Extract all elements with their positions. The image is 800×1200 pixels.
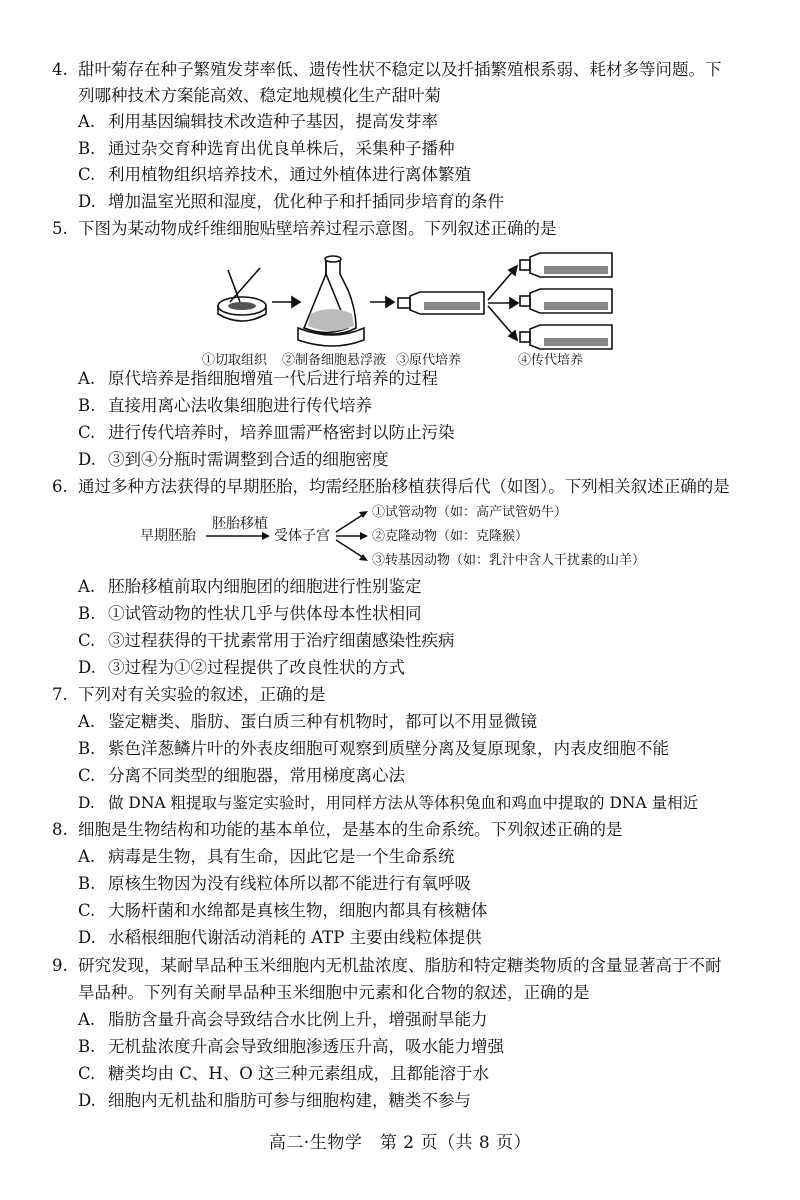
question-7-option-a: A. 鉴定糖类、脂肪、蛋白质三种有机物时，都可以不用显微镜 <box>78 712 537 731</box>
question-4-stem: 4. 甜叶菊存在种子繁殖发芽率低、遗传性状不稳定以及扦插繁殖根系弱、耗材多等问题。下 <box>52 60 722 79</box>
cell-culture-figure <box>200 240 620 370</box>
question-6-option-a: A. 胚胎移植前取内细胞团的细胞进行性别鉴定 <box>78 577 422 596</box>
embryo-transfer-diagram <box>140 500 680 572</box>
question-7-option-c: C. 分离不同类型的细胞器，常用梯度离心法 <box>78 766 405 785</box>
question-6-option-b: B. ①试管动物的性状几乎与供体母本性状相同 <box>78 604 422 623</box>
question-9-option-a: A. 脂肪含量升高会导致结合水比例上升，增强耐旱能力 <box>78 1010 488 1029</box>
diagram-target: 受体子宫 <box>274 528 330 544</box>
question-4-option-b: B. 通过杂交育种选育出优良单株后，采集种子播种 <box>78 139 455 158</box>
diagram-branch-3: ③转基因动物（如：乳汁中含人干扰素的山羊） <box>372 553 646 568</box>
question-8-stem: 8. 细胞是生物结构和功能的基本单位，是基本的生命系统。下列叙述正确的是 <box>52 820 623 839</box>
question-6-option-d: D. ③过程为①②过程提供了改良性状的方式 <box>78 658 405 677</box>
question-4-option-d: D. 增加温室光照和湿度，优化种子和扦插同步培育的条件 <box>78 192 504 211</box>
question-8-option-d: D. 水稻根细胞代谢活动消耗的 ATP 主要由线粒体提供 <box>78 928 482 947</box>
question-5-option-c: C. 进行传代培养时，培养皿需严格密封以防止污染 <box>78 423 455 442</box>
diagram-branch-2: ②克隆动物（如：克隆猴） <box>372 529 529 544</box>
question-9-option-d: D. 细胞内无机盐和脂肪可参与细胞构建，糖类不参与 <box>78 1091 471 1110</box>
figure-caption-2: ②制备细胞悬浮液 <box>282 353 387 368</box>
question-7-option-d: D. 做 DNA 粗提取与鉴定实验时，用同样方法从等体积兔血和鸡血中提取的 DNA 量相近 <box>78 794 699 812</box>
question-8-option-b: B. 原核生物因为没有线粒体所以都不能进行有氧呼吸 <box>78 874 471 893</box>
question-7-option-b: B. 紫色洋葱鳞片叶的外表皮细胞可观察到质壁分离及复原现象，内表皮细胞不能 <box>78 739 669 758</box>
question-5-option-b: B. 直接用离心法收集细胞进行传代培养 <box>78 396 372 415</box>
figure-caption-3: ③原代培养 <box>396 353 462 368</box>
question-9-stem-line2: 旱品种。下列有关耐旱品种玉米细胞中元素和化合物的叙述，正确的是 <box>78 983 590 1002</box>
diagram-branch-1: ①试管动物（如：高产试管奶牛） <box>372 505 568 520</box>
diagram-arrow-label: 胚胎移植 <box>212 516 268 532</box>
question-5-option-a: A. 原代培养是指细胞增殖一代后进行培养的过程 <box>78 369 438 388</box>
question-5-stem: 5. 下图为某动物成纤维细胞贴壁培养过程示意图。下列叙述正确的是 <box>52 219 557 238</box>
question-5-option-d: D. ③到④分瓶时需调整到合适的细胞密度 <box>78 450 389 469</box>
question-8-option-a: A. 病毒是生物，具有生命，因此它是一个生命系统 <box>78 847 455 866</box>
question-6-option-c: C. ③过程获得的干扰素常用于治疗细菌感染性疾病 <box>78 631 455 650</box>
question-9-option-b: B. 无机盐浓度升高会导致细胞渗透压升高，吸水能力增强 <box>78 1037 504 1056</box>
question-9-stem: 9. 研究发现，某耐旱品种玉米细胞内无机盐浓度、脂肪和特定糖类物质的含量显著高于不耐 <box>52 956 722 975</box>
question-8-option-c: C. 大肠杆菌和水绵都是真核生物，细胞内都具有核糖体 <box>78 901 488 920</box>
question-6-stem: 6. 通过多种方法获得的早期胚胎，均需经胚胎移植获得后代（如图）。下列相关叙述正确的是 <box>52 477 730 496</box>
question-4-stem-line2: 列哪种技术方案能高效、稳定地规模化生产甜叶菊 <box>78 86 441 105</box>
page-footer: 高二·生物学 第 2 页（共 8 页） <box>268 1133 532 1153</box>
figure-caption-4: ④传代培养 <box>518 353 584 368</box>
question-9-option-c: C. 糖类均由 C、H、O 这三种元素组成，且都能溶于水 <box>78 1064 490 1083</box>
question-4-option-a: A. 利用基因编辑技术改造种子基因，提高发芽率 <box>78 112 438 131</box>
question-4-option-c: C. 利用植物组织培养技术，通过外植体进行离体繁殖 <box>78 165 471 184</box>
question-7-stem: 7. 下列对有关实验的叙述，正确的是 <box>52 685 326 704</box>
figure-caption-1: ①切取组织 <box>202 353 268 368</box>
diagram-source: 早期胚胎 <box>140 528 196 544</box>
